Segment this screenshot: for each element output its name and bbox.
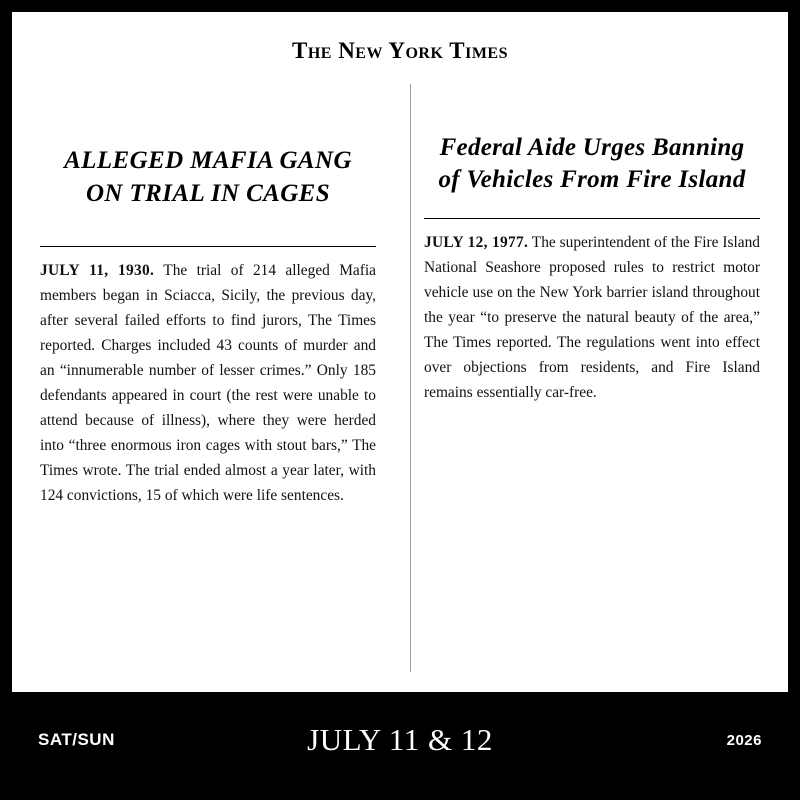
article-dateline-1: JULY 11, 1930. [40,262,155,279]
article-columns [12,84,788,684]
headline-rule-1 [40,246,376,247]
article-body-text-2: The superintendent of the Fire Island National Seashore proposed rules to restrict motor vehicle use on the New York barrier island throughout the year “to preserve the natural beauty of the area,” The Times reported. The regulations went into effect over objections from residents, and Fire Island remains essentially car-free. [424,234,761,401]
headline-rule-2 [424,218,760,219]
footer-day: SAT/SUN [38,730,115,749]
masthead-title: The New York Times [291,38,508,63]
article-dateline-2: JULY 12, 1977. [424,234,529,251]
column-divider [410,84,411,672]
article-headline-1: ALLEGED MAFIA GANG ON TRIAL IN CAGES [64,147,352,207]
article-column-right [400,84,788,684]
article-column-left [12,84,400,684]
paper-sheet [12,12,788,692]
footer-year: 2026 [726,731,762,749]
article-headline-2: Federal Aide Urges Banning of Vehicles From Fire Island [438,134,746,193]
article-body-text-1: The trial of 214 alleged Mafia members began in Sciacca, Sicily, the previous day, after several failed efforts to find jurors, The Times reported. Charges included 43 counts of murder and an “innumerable number of lesser crimes.” Only 185 defendants appeared in court (the rest were unable to attend because of illness), where they were herded into “three enormous iron cages with stout bars,” The Times wrote. The trial ended almost a year later, with 124 convictions, 15 of which were life sentences. [40,262,376,504]
footer-bar [12,692,788,788]
footer-date: JULY 11 & 12 [307,722,493,757]
masthead [12,12,788,82]
article-body-2 [424,231,760,406]
article-body-1 [40,259,376,509]
